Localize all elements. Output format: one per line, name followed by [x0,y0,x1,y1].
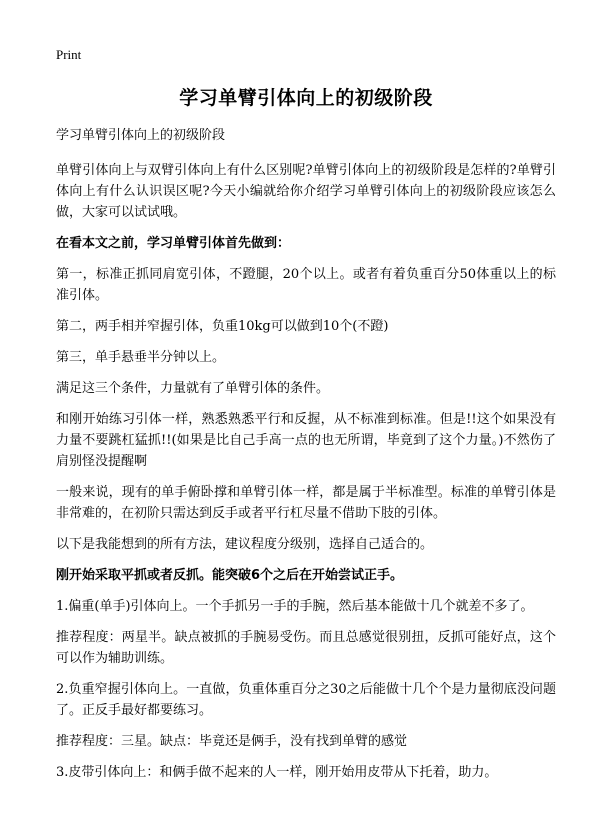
paragraph: 和刚开始练习引体一样，熟悉熟悉平行和反握，从不标准到标准。但是!!这个如果没有力量不要跳杠猛抓!!(如果是比自己手高一点的也无所谓，毕竟到了这个力量。)不然伤了肩别怪没提醒啊 [56,412,556,469]
paragraph: 以下是我能想到的所有方法，建议程度分级别，选择自己适合的。 [56,537,434,552]
paragraph: 第一，标准正抓同肩宽引体，不蹬腿，20个以上。或者有着负重百分50体重以上的标准引体。 [56,267,556,303]
paragraph: 第二，两手相并窄握引体，负重10kg可以做到10个(不蹬) [56,319,389,334]
paragraph: 3.皮带引体向上：和俩手做不起来的人一样，刚开始用皮带从下托着，助力。 [56,765,498,780]
paragraph: 第三，单手悬垂半分钟以上。 [56,350,226,365]
article-body [56,160,556,783]
paragraph: 一般来说，现有的单手俯卧撑和单臂引体一样，都是属于半标准型。标准的单臂引体是非常难的，在初阶只需达到反手或者平行杠尽量不借助下肢的引体。 [56,485,556,521]
section-heading: 在看本文之前，学习单臂引体首先做到： [56,236,291,251]
print-link[interactable]: Print [56,47,82,62]
page-title: 学习单臂引体向上的初级阶段 [179,87,433,109]
paragraph: 推荐程度：三星。缺点：毕竟还是俩手，没有找到单臂的感觉 [56,734,408,749]
paragraph: 满足这三个条件，力量就有了单臂引体的条件。 [56,381,330,396]
section-heading: 刚开始采取平抓或者反抓。能突破6个之后在开始尝试正手。 [56,568,404,583]
paragraph: 推荐程度：两星半。缺点被抓的手腕易受伤。而且总感觉很别扭，反抓可能好点，这个可以作为辅助训练。 [56,630,556,666]
paragraph: 单臂引体向上与双臂引体向上有什么区别呢?单臂引体向上的初级阶段是怎样的?单臂引体向上有什么认识误区呢?今天小编就给你介绍学习单臂引体向上的初级阶段应该怎么做，大家可以试试哦。 [56,163,556,220]
paragraph: 2.负重窄握引体向上。一直做，负重体重百分之30之后能做十几个个是力量彻底没问题了。正反手最好都要练习。 [56,682,556,718]
article-subtitle: 学习单臂引体向上的初级阶段 [56,128,226,143]
paragraph: 1.偏重(单手)引体向上。一个手抓另一手的手腕，然后基本能做十几个就差不多了。 [56,599,534,614]
